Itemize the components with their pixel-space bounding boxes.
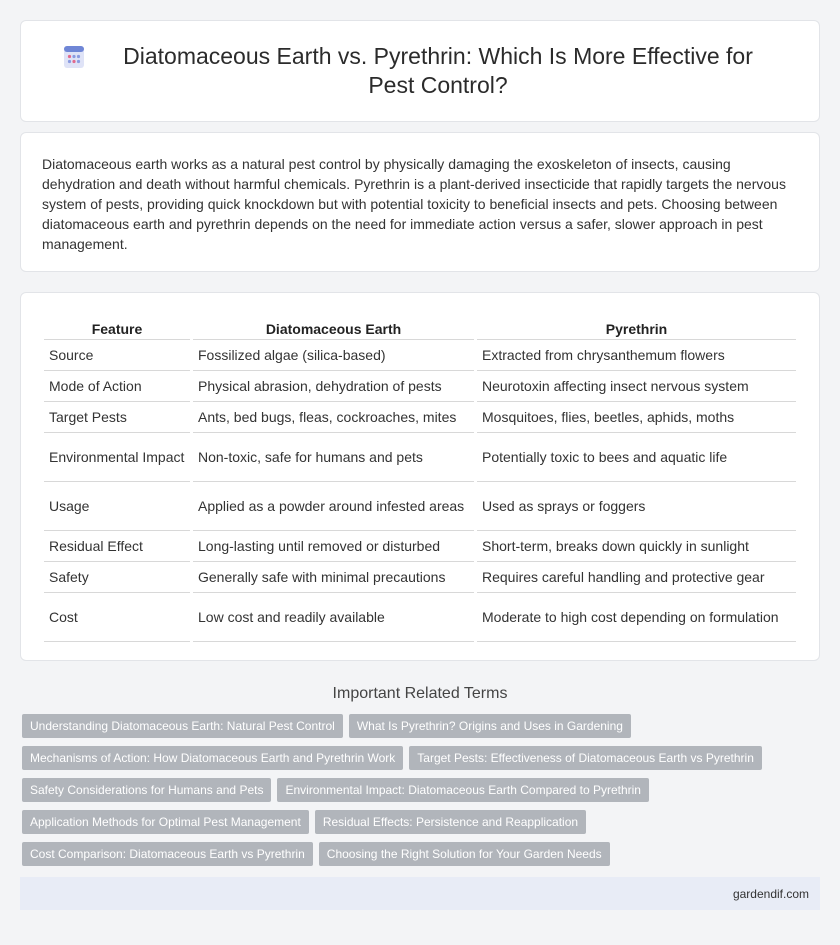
- table-row: [44, 371, 796, 402]
- related-term-link[interactable]: Cost Comparison: Diatomaceous Earth vs Pyrethrin: [22, 842, 313, 866]
- feature-cell: Target Pests: [44, 402, 190, 433]
- pyrethrin-cell: Short-term, breaks down quickly in sunlight: [477, 531, 796, 562]
- diatomaceous-cell: Applied as a powder around infested areas: [193, 482, 474, 531]
- table-row: [44, 482, 796, 531]
- related-term-link[interactable]: Application Methods for Optimal Pest Management: [22, 810, 309, 834]
- feature-cell: Environmental Impact: [44, 433, 190, 482]
- pyrethrin-cell: Extracted from chrysanthemum flowers: [477, 340, 796, 371]
- table-row: [44, 531, 796, 562]
- feature-cell: Source: [44, 340, 190, 371]
- related-term-link[interactable]: Residual Effects: Persistence and Reapplication: [315, 810, 586, 834]
- table-row: [44, 433, 796, 482]
- pyrethrin-cell: Moderate to high cost depending on formulation: [477, 593, 796, 642]
- feature-cell: Residual Effect: [44, 531, 190, 562]
- diatomaceous-cell: Long-lasting until removed or disturbed: [193, 531, 474, 562]
- related-terms-heading: Important Related Terms: [332, 685, 508, 702]
- feature-cell: Usage: [44, 482, 190, 531]
- document-icon: [61, 44, 87, 70]
- diatomaceous-cell: Low cost and readily available: [193, 593, 474, 642]
- related-term-link[interactable]: Mechanisms of Action: How Diatomaceous Earth and Pyrethrin Work: [22, 746, 403, 770]
- related-term-link[interactable]: What Is Pyrethrin? Origins and Uses in Gardening: [349, 714, 631, 738]
- header-diatomaceous-earth: Diatomaceous Earth: [193, 313, 474, 340]
- related-term-link[interactable]: Safety Considerations for Humans and Pets: [22, 778, 271, 802]
- pyrethrin-cell: Neurotoxin affecting insect nervous system: [477, 371, 796, 402]
- title-card: [20, 20, 820, 122]
- feature-cell: Cost: [44, 593, 190, 642]
- intro-card: [20, 132, 820, 272]
- diatomaceous-cell: Generally safe with minimal precautions: [193, 562, 474, 593]
- table-row: [44, 593, 796, 642]
- pyrethrin-cell: Requires careful handling and protective gear: [477, 562, 796, 593]
- related-term-link[interactable]: Choosing the Right Solution for Your Garden Needs: [319, 842, 610, 866]
- related-term-link[interactable]: Understanding Diatomaceous Earth: Natural Pest Control: [22, 714, 343, 738]
- diatomaceous-cell: Non-toxic, safe for humans and pets: [193, 433, 474, 482]
- table-row: [44, 402, 796, 433]
- header-pyrethrin: Pyrethrin: [477, 313, 796, 340]
- footer-site-link[interactable]: gardendif.com: [732, 886, 809, 901]
- title-wrap: [61, 42, 779, 100]
- comparison-table: [41, 313, 799, 642]
- related-term-link[interactable]: Environmental Impact: Diatomaceous Earth Compared to Pyrethrin: [277, 778, 649, 802]
- feature-cell: Mode of Action: [44, 371, 190, 402]
- pyrethrin-cell: Mosquitoes, flies, beetles, aphids, moths: [477, 402, 796, 433]
- table-header-row: [44, 313, 796, 340]
- diatomaceous-cell: Fossilized algae (silica-based): [193, 340, 474, 371]
- related-term-link[interactable]: Target Pests: Effectiveness of Diatomaceous Earth vs Pyrethrin: [409, 746, 762, 770]
- table-row: [44, 340, 796, 371]
- pyrethrin-cell: Used as sprays or foggers: [477, 482, 796, 531]
- page-title: Diatomaceous Earth vs. Pyrethrin: Which Is More Effective for Pest Control?: [123, 43, 753, 98]
- diatomaceous-cell: Physical abrasion, dehydration of pests: [193, 371, 474, 402]
- pyrethrin-cell: Potentially toxic to bees and aquatic life: [477, 433, 796, 482]
- footer: [20, 877, 820, 910]
- intro-paragraph: Diatomaceous earth works as a natural pest control by physically damaging the exoskeleton of insects, causing dehydration and death without harmful chemicals. Pyrethrin is a plant-derived insecticide that rapidly targets the nervous system of pests, providing quick knockdown but with potential toxicity to beneficial insects and pets. Choosing between diatomaceous earth and pyrethrin depends on the need for immediate action versus a safer, slower approach in pest management.: [42, 156, 786, 252]
- feature-cell: Safety: [44, 562, 190, 593]
- related-terms-list: [22, 714, 818, 874]
- comparison-table-card: [20, 292, 820, 661]
- header-feature: Feature: [44, 313, 190, 340]
- table-row: [44, 562, 796, 593]
- diatomaceous-cell: Ants, bed bugs, fleas, cockroaches, mites: [193, 402, 474, 433]
